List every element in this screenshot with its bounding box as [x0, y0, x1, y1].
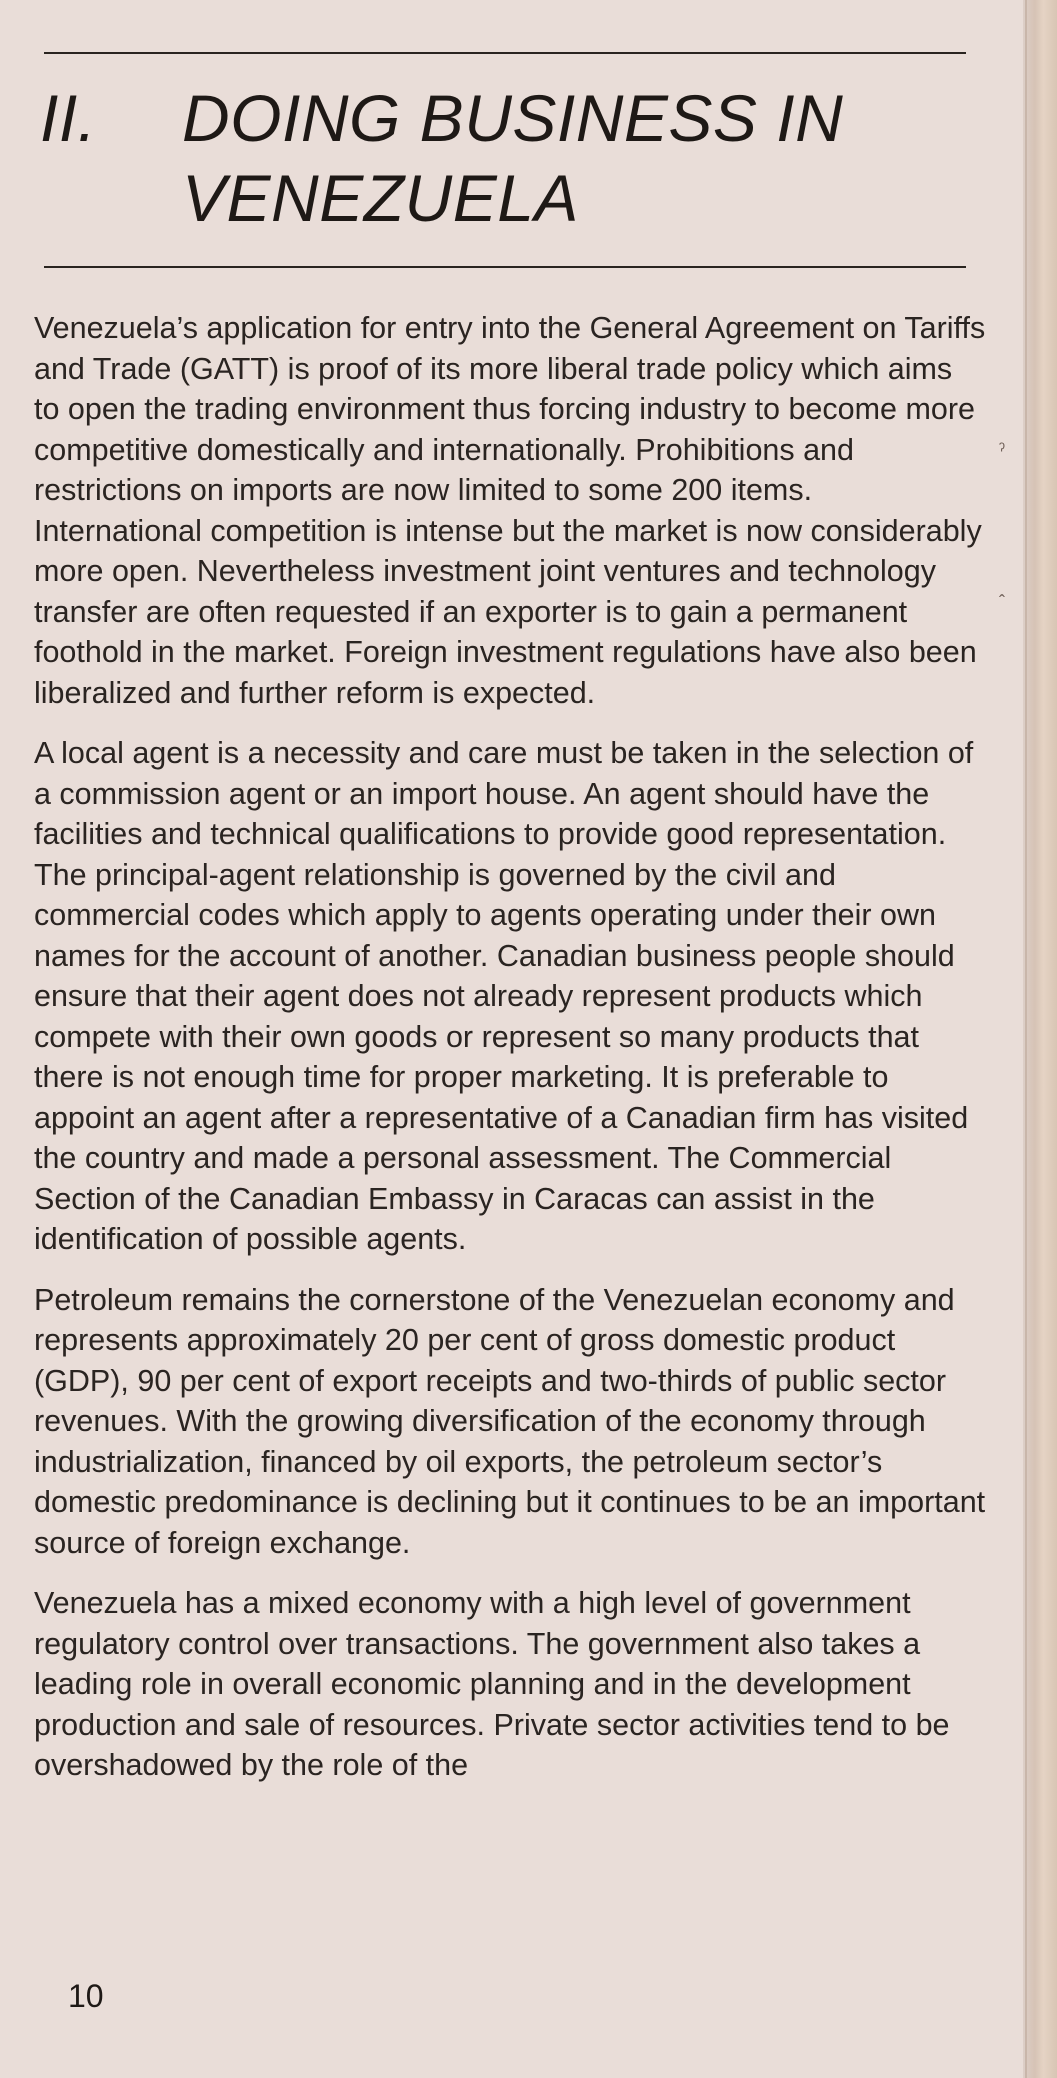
margin-mark: ˀ — [998, 440, 1005, 460]
heading-rule-bottom — [44, 266, 966, 268]
page-fold-line — [1025, 0, 1027, 2078]
section-title: DOING BUSINESS IN VENEZUELA — [182, 81, 844, 235]
page-edge — [1023, 0, 1057, 2078]
page-number: 10 — [68, 1978, 104, 2014]
paragraph-local-agent: A local agent is a necessity and care must be taken in the selection of a commission agent or an import house. An agent should have the facilities and technical qualifications to provide good representation. The principal-agent relationship is governed by the civil and commercial codes which apply to agents operating under their own names for the account of another. Canadian business people should ensure that their agent does not already represent products which compete with their own goods or represent so many products that there is not enough time for proper marketing. It is preferable to appoint an agent after a representative of a Canadian firm has visited the country and made a personal assessment. The Commercial Section of the Canadian Embassy in Caracas can assist in the identification of possible agents. — [34, 736, 974, 1256]
section-number: II. — [40, 81, 97, 155]
heading-rule-top — [44, 52, 966, 54]
paragraph-mixed-economy: Venezuela has a mixed economy with a high level of government regulatory control over transactions. The government also takes a leading role in overall economic planning and in the development production and sale of resources. Private sector activities tend to be overshadowed by the role of the — [34, 1586, 950, 1782]
paragraph-gatt: Venezuela’s application for entry into the General Agreement on Tariffs and Trade (GATT) is proof of its more liberal trade policy which aims to open the trading environment thus forcing industry to become more competitive domestically and internationally. Prohibitions and restrictions on imports are now limited to some 200 items. International competition is intense but the market is now considerably more open. Nevertheless investment joint ventures and technology transfer are often requested if an exporter is to gain a permanent foothold in the market. Foreign investment regulations have also been liberalized and further reform is expected. — [34, 311, 986, 710]
margin-mark: ˆ — [999, 592, 1005, 612]
paragraph-petroleum: Petroleum remains the cornerstone of the Venezuelan economy and represents approximately 20 per cent of gross domestic product (GDP), 90 per cent of export receipts and two-thirds of public sector revenues. With the growing diversification of the economy through industrialization, financed by oil exports, the petroleum sector’s domestic predominance is declining but it continues to be an important source of foreign exchange. — [34, 1282, 986, 1560]
body-text — [34, 308, 986, 1806]
